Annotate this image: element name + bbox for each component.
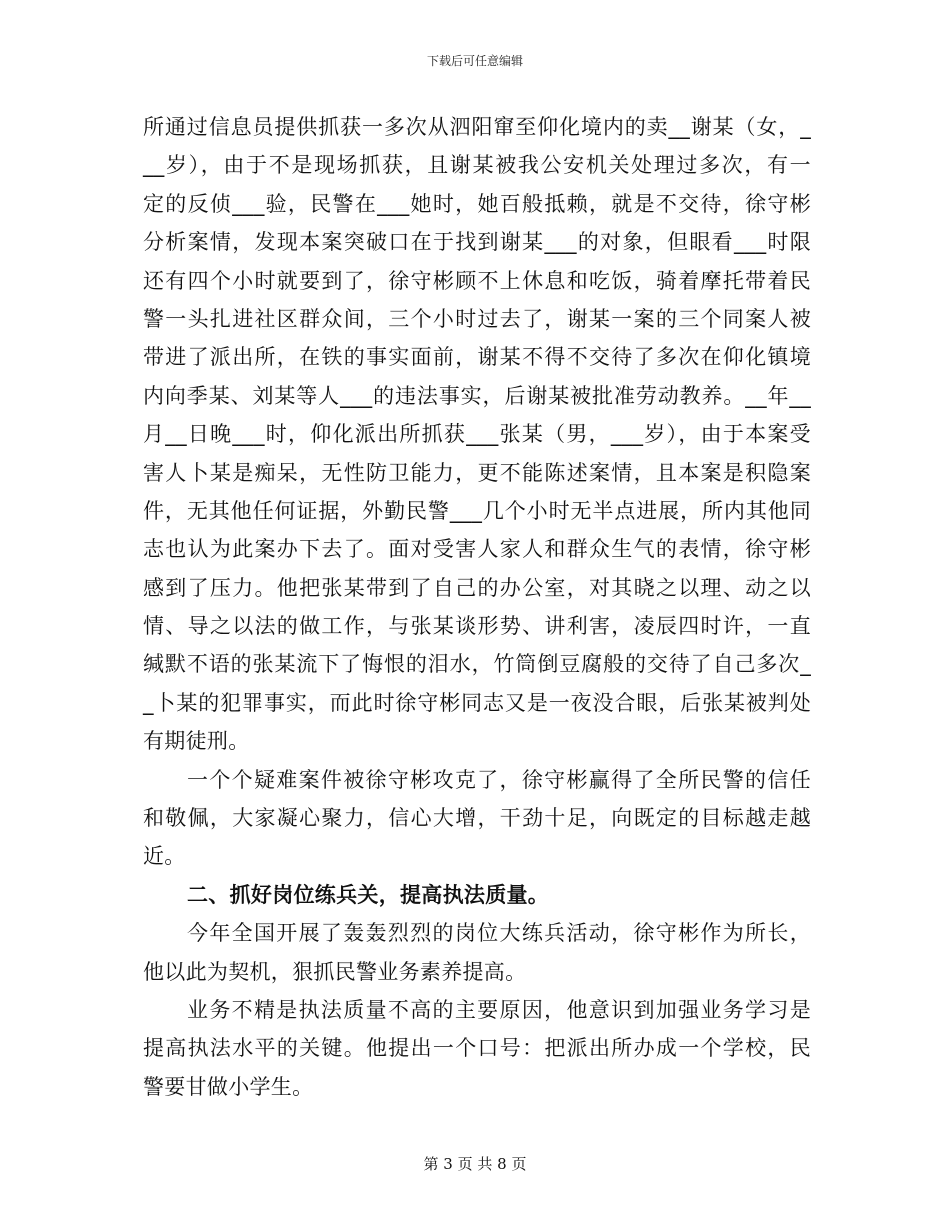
body-line: 所通过信息员提供抓获一多次从泗阳窜至仰化境内的卖__谢某（女，_ — [143, 115, 811, 139]
body-line: 情、导之以法的做工作，与张某谈形势、讲利害，凌辰四时许，一直 — [143, 614, 811, 639]
body-line: 提高执法水平的关键。他提出一个口号：把派出所办成一个学校，民 — [143, 1036, 811, 1061]
paragraph-first-line: 业务不精是执法质量不高的主要原因，他意识到加强业务学习是 — [187, 997, 811, 1022]
body-line: 带进了派出所，在铁的事实面前，谢某不得不交待了多次在仰化镇境 — [143, 345, 811, 370]
body-line: 定的反侦___验，民警在___她时，她百般抵赖，就是不交待，徐守彬 — [143, 191, 811, 216]
page-header: 下载后可任意编辑 — [426, 54, 523, 68]
body-line: 和敬佩，大家凝心聚力，信心大增，干劲十足，向既定的目标越走越 — [143, 806, 811, 831]
paragraph-first-line: 今年全国开展了轰轰烈烈的岗位大练兵活动，徐守彬作为所长， — [187, 921, 811, 946]
body-line: _卜某的犯罪事实，而此时徐守彬同志又是一夜没合眼，后张某被判处 — [143, 690, 811, 715]
body-line: 害人卜某是痴呆，无性防卫能力，更不能陈述案情，且本案是积隐案 — [143, 460, 811, 485]
body-line: 分析案情，发现本案突破口在于找到谢某___的对象，但眼看___时限 — [143, 230, 811, 255]
body-line: 近。 — [143, 844, 186, 869]
paragraph-first-line: 一个个疑难案件被徐守彬攻克了，徐守彬赢得了全所民警的信任 — [187, 767, 811, 792]
body-line: 月__日晚___时，仰化派出所抓获___张某（男，___岁），由于本案受 — [143, 422, 811, 447]
document-body — [143, 108, 811, 1106]
body-line: 内向季某、刘某等人___的违法事实，后谢某被批准劳动教养。__年__ — [143, 383, 811, 408]
body-line: 件，无其他任何证据，外勤民警___几个小时无半点进展，所内其他同 — [143, 498, 811, 523]
body-line: 有期徒刑。 — [143, 729, 250, 754]
page-number-footer: 第 3 页 共 8 页 — [423, 1155, 527, 1173]
body-line: 感到了压力。他把张某带到了自己的办公室，对其晓之以理、动之以 — [143, 575, 811, 600]
body-line: 还有四个小时就要到了，徐守彬顾不上休息和吃饭，骑着摩托带着民 — [143, 268, 811, 293]
body-line: 警要甘做小学生。 — [143, 1074, 314, 1099]
body-line: 警一头扎进社区群众间，三个小时过去了，谢某一案的三个同案人被 — [143, 306, 811, 331]
body-line: __岁），由于不是现场抓获，且谢某被我公安机关处理过多次，有一 — [143, 153, 811, 178]
body-line: 缄默不语的张某流下了悔恨的泪水，竹筒倒豆腐般的交待了自己多次_ — [143, 652, 811, 677]
section-heading: 二、抓好岗位练兵关，提高执法质量。 — [187, 882, 550, 907]
body-line: 他以此为契机，狠抓民警业务素养提高。 — [143, 959, 527, 984]
body-line: 志也认为此案办下去了。面对受害人家人和群众生气的表情，徐守彬 — [143, 537, 811, 562]
